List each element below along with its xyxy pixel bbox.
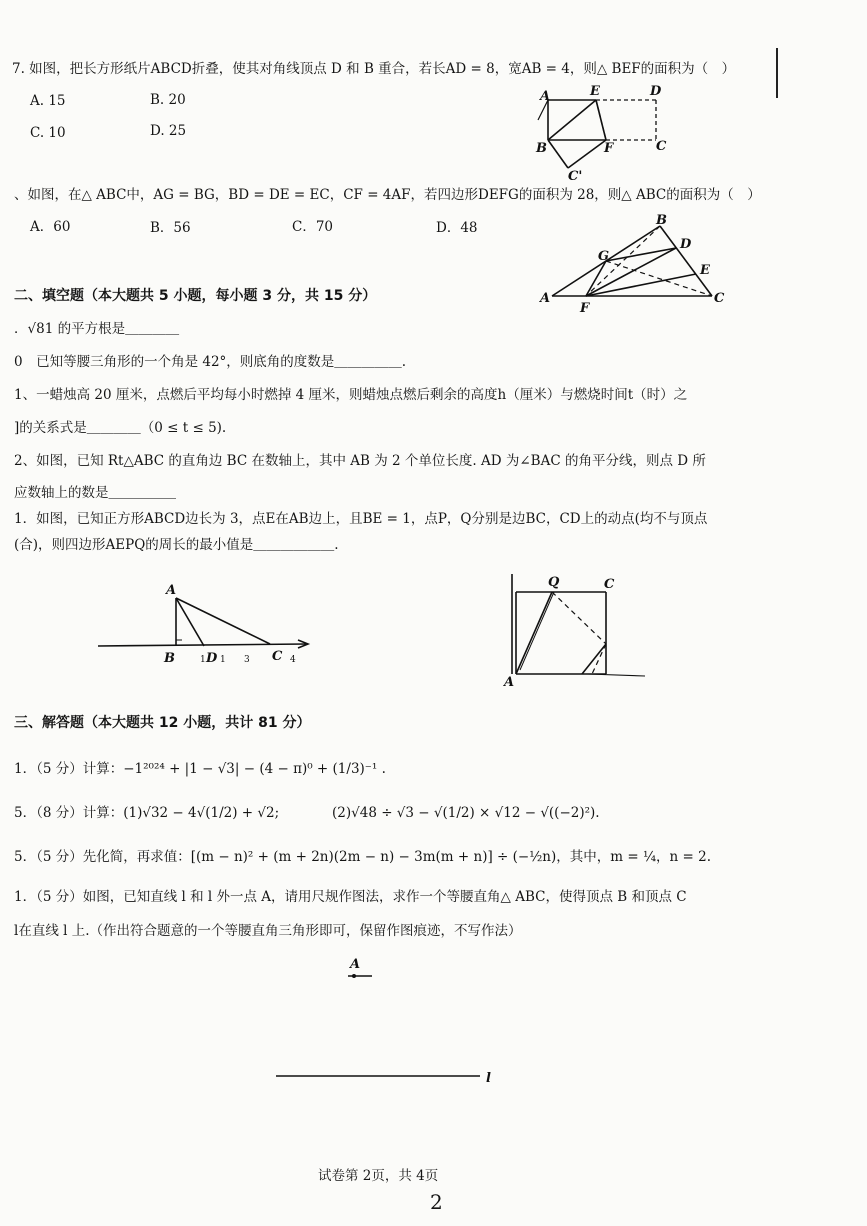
q13-label-q: Q (548, 575, 560, 590)
q8-option-d: D．48 (436, 220, 478, 236)
q9-text: ．√81 的平方根是＿＿＿＿ (14, 321, 180, 337)
q15-part2: (2)√48 ÷ √3 − √(1/2) × √12 − √((−2)²). (332, 805, 600, 821)
q8-label-g: G (598, 249, 610, 264)
q17-point-figure (340, 950, 380, 984)
q13-line2: (合)，则四边形AEPQ的周长的最小值是＿＿＿＿＿＿. (14, 537, 339, 553)
q8-option-a: A．60 (30, 219, 71, 235)
q7-label-c-prime: C' (568, 169, 583, 184)
q7-stem: 7. 如图，把长方形纸片ABCD折叠，使其对角线顶点 D 和 B 重合，若长AD = 8，宽AB = 4，则△ BEF的面积为（ ） (12, 61, 736, 77)
q15-part1: (1)√32 − 4√(1/2) + √2; (123, 805, 280, 821)
q17-line1: 1．（5 分）如图，已知直线 l 和 l 外一点 A，请用尺规作图法，求作一个等腰直角△ ABC，使得顶点 B 和顶点 C (14, 889, 687, 905)
scan-edge-mark (776, 48, 778, 98)
q11-line2: ]的关系式是＿＿＿＿（0 ≤ t ≤ 5). (14, 420, 227, 436)
q13-label-c: C (604, 577, 615, 592)
q7-option-d: D. 25 (150, 123, 187, 139)
q7-figure (528, 80, 688, 185)
q15-prefix: 5．（8 分）计算： (14, 805, 124, 821)
q12-label-c: C (272, 649, 283, 664)
q16-prefix: 5．（5 分）先化简，再求值： (14, 849, 191, 865)
q7-label-c: C (656, 139, 667, 154)
q12-tick-4: 4 (290, 655, 296, 665)
q8-option-b: B．56 (150, 220, 191, 236)
q17-line2: l在直线 l 上.（作出符合题意的一个等腰直角三角形即可，保留作图痕迹，不写作法） (14, 923, 522, 939)
q7-label-d: D (650, 84, 662, 99)
q8-figure (536, 212, 736, 317)
q7-label-f: F (604, 141, 614, 156)
q8-label-a: A (540, 291, 551, 306)
q17-label-l: l (486, 1071, 491, 1086)
q8-label-d: D (680, 237, 692, 252)
q7-label-a: A (540, 89, 551, 104)
section3-title: 三、解答题（本大题共 12 小题，共计 81 分） (14, 715, 311, 731)
q7-label-b: B (536, 141, 547, 156)
q17-label-a: A (350, 957, 361, 972)
q12-label-b: B (164, 651, 175, 666)
q8-stem: 、如图，在△ ABC中，AG = BG，BD = DE = EC，CF = 4AF，若四边形DEFG的面积为 28，则△ ABC的面积为（ ） (14, 187, 761, 203)
q12-label-d: D (206, 651, 218, 666)
q7-label-e: E (590, 84, 600, 99)
q12-label-a: A (166, 583, 177, 598)
q13-figure (500, 570, 660, 690)
q12-tick-1: 1 (200, 655, 206, 665)
q8-label-b: B (656, 213, 667, 228)
q16-expression: [(m − n)² + (m + 2n)(2m − n) − 3m(m + n)] ÷ (−½n)，其中，m = ¼，n = 2. (190, 849, 711, 865)
q8-option-c: C．70 (292, 219, 334, 235)
q13-label-a: A (504, 675, 515, 690)
page-number: 2 (430, 1190, 443, 1214)
q10-text: 0 已知等腰三角形的一个角是 42°，则底角的度数是＿＿＿＿＿. (14, 354, 407, 370)
q7-option-a: A. 15 (30, 93, 66, 109)
q11-line1: 1、一蜡烛高 20 厘米，点燃后平均每小时燃掉 4 厘米，则蜡烛点燃后剩余的高度h（厘米）与燃烧时间t（时）之 (14, 387, 688, 403)
q12-tick-2: 1 (220, 655, 226, 665)
section2-title: 二、填空题（本大题共 5 小题，每小题 3 分，共 15 分） (14, 288, 377, 304)
footer-text: 试卷第 2页，共 4页 (318, 1168, 439, 1184)
q17-line-figure (272, 1066, 502, 1088)
q7-option-c: C. 10 (30, 125, 66, 141)
q12-tick-3: 3 (244, 655, 250, 665)
q12-figure (94, 580, 324, 670)
q12-line1: 2、如图，已知 Rt△ABC 的直角边 BC 在数轴上，其中 AB 为 2 个单位长度. AD 为∠BAC 的角平分线，则点 D 所 (14, 453, 706, 469)
q15-line (14, 804, 279, 822)
q12-line2: 应数轴上的数是＿＿＿＿＿ (14, 485, 176, 501)
q14-line (14, 760, 386, 778)
q8-label-f: F (580, 301, 590, 316)
q16-line (14, 848, 711, 866)
q14-expression: −1²⁰²⁴ + |1 − √3| − (4 − π)⁰ + (1/3)⁻¹ . (123, 761, 386, 777)
q13-line1: 1．如图，已知正方形ABCD边长为 3，点E在AB边上，且BE = 1，点P，Q分别是边BC，CD上的动点(均不与顶点 (14, 511, 708, 527)
q14-prefix: 1．（5 分）计算： (14, 761, 124, 777)
q8-label-c: C (714, 291, 725, 306)
q7-option-b: B. 20 (150, 92, 186, 108)
q8-label-e: E (700, 263, 710, 278)
